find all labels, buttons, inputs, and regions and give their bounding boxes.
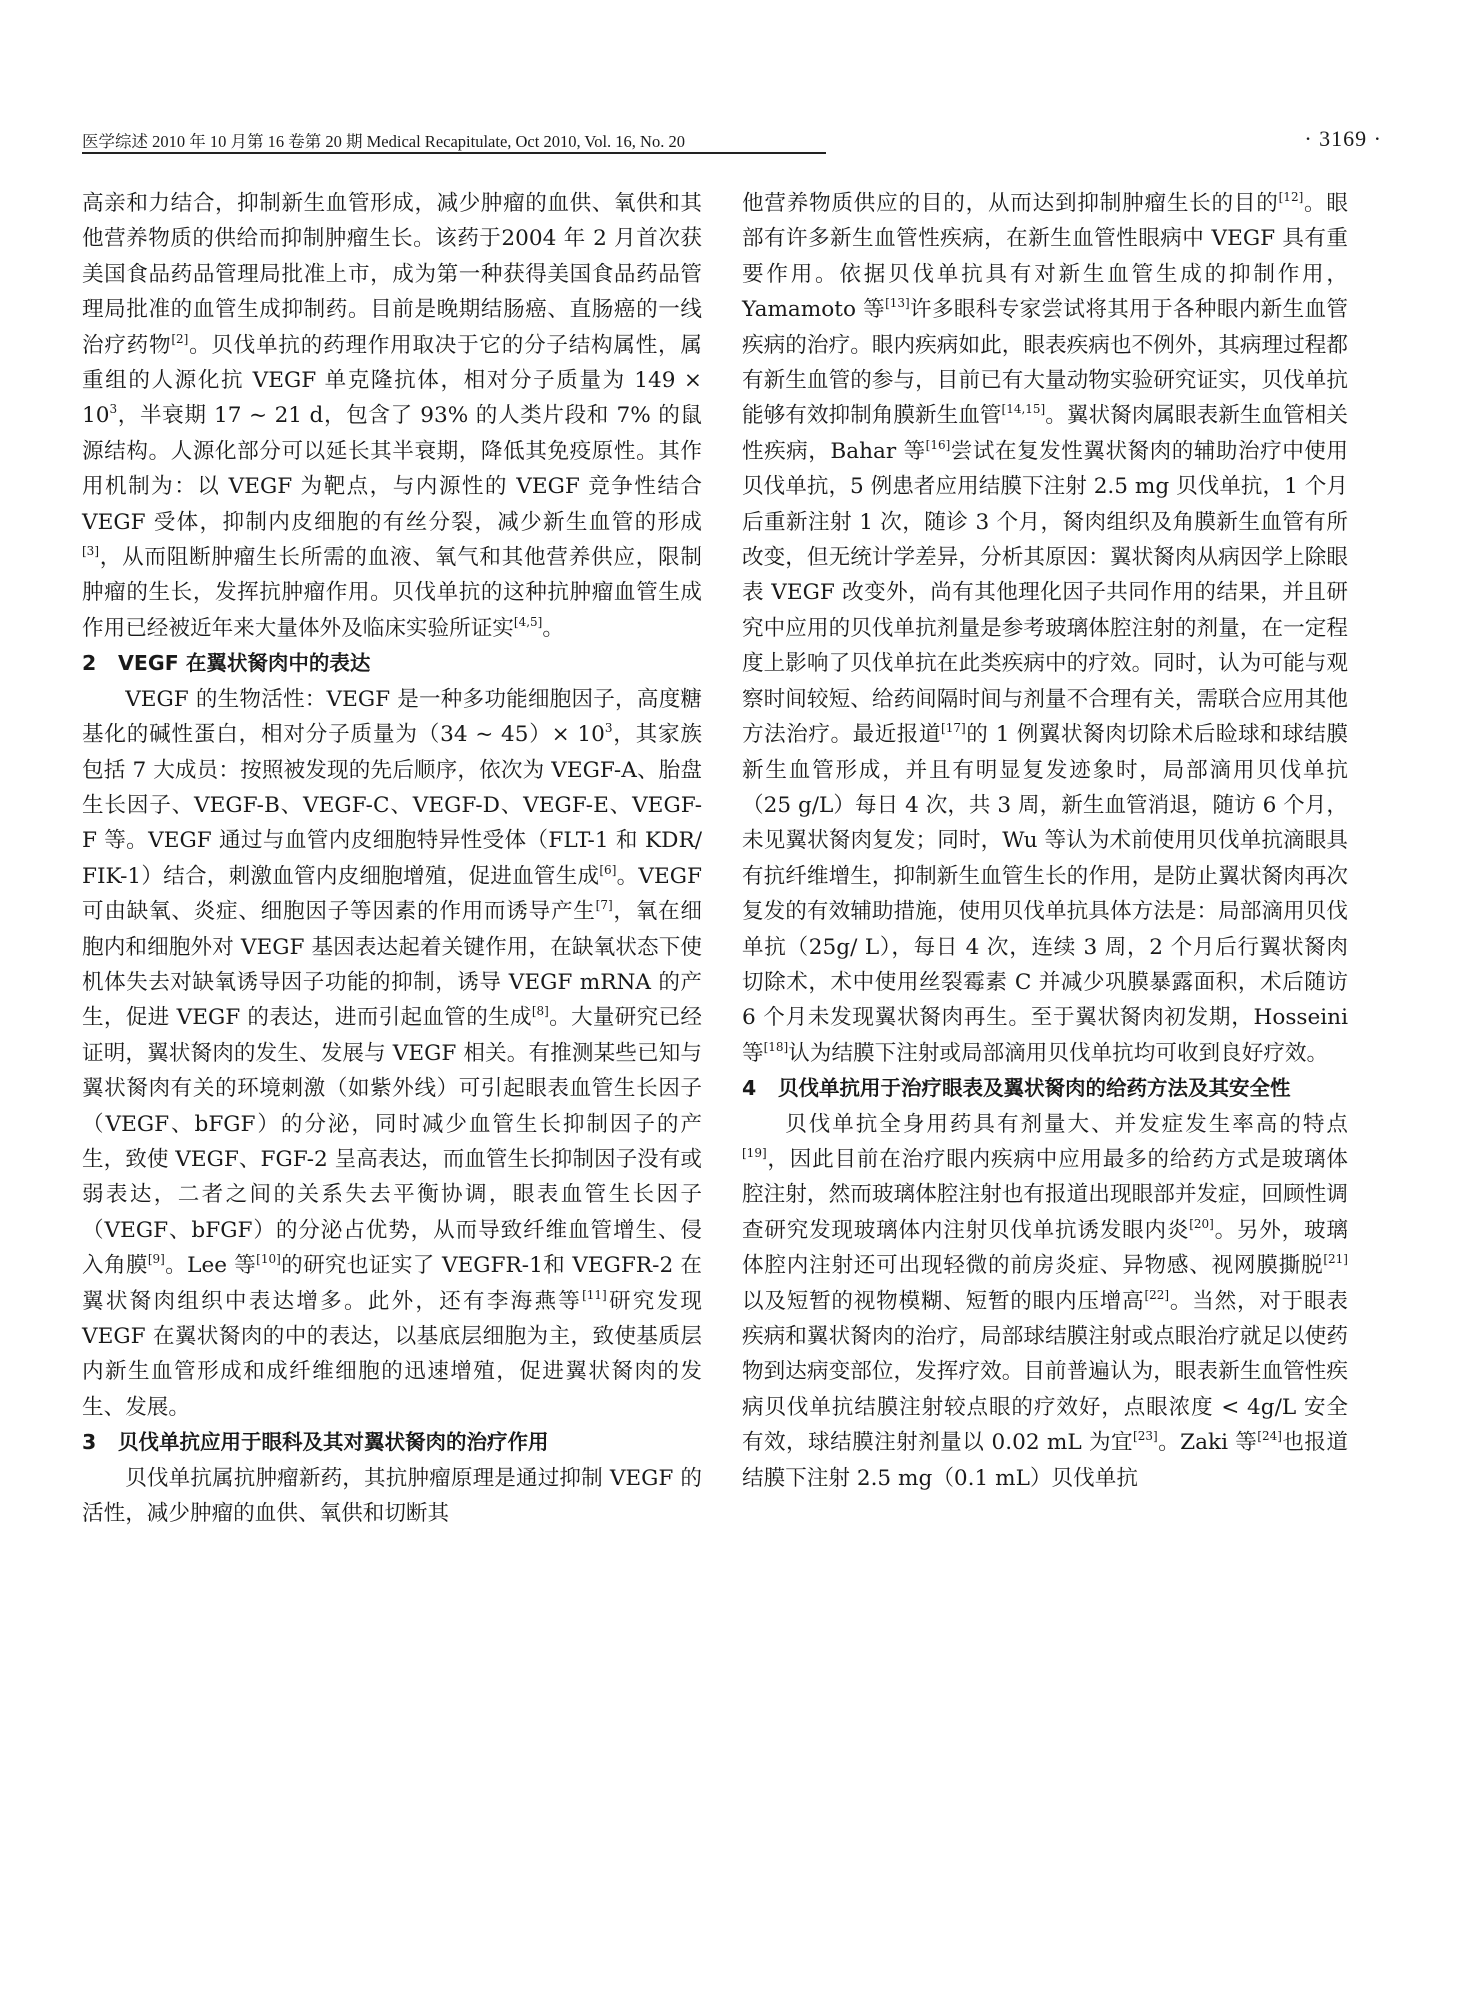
citation-superscript: [12] xyxy=(1278,190,1304,204)
text-run: 的研究也证实了 VEGFR-1和 VEGFR-2 在翼状胬肉组织中表达增多。此外，还有李海燕等 xyxy=(82,1253,703,1314)
citation-superscript: [2] xyxy=(171,331,189,346)
text-run: 尝试在复发性翼状胬肉的辅助治疗中使用贝伐单抗，5 例患者应用结膜下注射 2.5 mg 贝伐单抗，1 个月后重新注射 1 次，随诊 3 个月，胬肉组织及角膜新生血管有所改变，但无统计学差异，分析其原因：翼状胬肉从病因学上除眼表 VEGF 改变外，尚有其他理化因子共同作用的结果，并且研究中应用的贝伐单抗剂量是参考玻璃体腔注射的剂量，在一定程度上影响了贝伐单抗在此类疾病中的疗效。同时，认为可能与观察时间较短、给药间隔时间与剂量不合理有关，需联合应用其他方法治疗。最近报道 xyxy=(742,438,1348,748)
citation-superscript: [13] xyxy=(885,296,910,311)
text-run: 贝伐单抗全身用药具有剂量大、并发症发生率高的特点 xyxy=(785,1111,1348,1137)
left-column xyxy=(82,186,702,1531)
citation-superscript: [16] xyxy=(925,437,951,452)
text-run: ，因此目前在治疗眼内疾病中应用最多的给药方式是玻璃体腔注射，然而玻璃体腔注射也有报道出现眼部并发症，回顾性调查研究发现玻璃体内注射贝伐单抗诱发眼内炎 xyxy=(742,1146,1348,1243)
text-run: 。当然，对于眼表疾病和翼状胬肉的治疗，局部球结膜注射或点眼治疗就足以使药物到达病变部位，发挥疗效。目前普遍认为，眼表新生血管性疾病贝伐单抗结膜注射较点眼的疗效好，点眼浓度 < 4g/L 安全有效，球结膜注射剂量以 0.02 mL 为宜 xyxy=(742,1288,1348,1456)
citation-superscript: [4,5] xyxy=(513,614,543,629)
citation-superscript: [21] xyxy=(1323,1252,1348,1267)
text-run: 。大量研究已经证明，翼状胬肉的发生、发展与 VEGF 相关。有推测某些已知与翼状胬肉有关的环境刺激（如紫外线）可引起眼表血管生长因子（VEGF、bFGF）的分泌，同时减少血管生长抑制因子的产生，致使 VEGF、FGF-2 呈高表达，而血管生长抑制因子没有或弱表达，二者之间的关系失去平衡协调，眼表血管生长因子（VEGF、bFGF）的分泌占优势，从而导致纤维血管增生、侵入角膜 xyxy=(82,1005,702,1279)
text-run: 。贝伐单抗的药理作用取决于它的分子结构属性，属重组的人源化抗 VEGF 单克隆抗体，相对分子质量为 149 × 10 xyxy=(82,332,702,429)
right-paragraph-2 xyxy=(742,1107,1348,1496)
text-run: ，从而阻断肿瘤生长所需的血液、氧气和其他营养供应，限制肿瘤的生长，发挥抗肿瘤作用。贝伐单抗的这种抗肿瘤血管生成作用已经被近年来大量体外及临床实验所证实 xyxy=(82,545,702,641)
journal-citation-line: 医学综述 2010 年 10 月第 16 卷第 20 期 Medical Recapitulate, Oct 2010, Vol. 16, No. 20 xyxy=(82,132,685,151)
text-run: 认为结膜下注射或局部滴用贝伐单抗均可收到良好疗效。 xyxy=(788,1040,1329,1066)
text-run: 。眼部有许多新生血管性疾病，在新生血管性眼病中 VEGF 具有重要作用。依据贝伐单抗具有对新生血管生成的抑制作用，Yamamoto 等 xyxy=(742,191,1348,323)
section-number: 2 xyxy=(82,651,97,676)
text-run: 。Lee 等 xyxy=(164,1253,257,1279)
citation-superscript: [18] xyxy=(763,1039,789,1054)
citation-superscript: [6] xyxy=(599,862,617,877)
text-run: 他营养物质供应的目的，从而达到抑制肿瘤生长的目的 xyxy=(742,191,1279,216)
page-number: · 3169 · xyxy=(1304,126,1382,151)
text-run: 。Zaki 等 xyxy=(1157,1430,1258,1456)
left-paragraph-1 xyxy=(82,186,702,646)
text-run: ，半衰期 17 ~ 21 d，包含了 93% 的人类片段和 7% 的鼠源结构。人源化部分可以延长其半衰期，降低其免疫原性。其作用机制为：以 VEGF 为靶点，与内源性的 VEGF 竞争性结合 VEGF 受体，抑制内皮细胞的有丝分裂，减少新生血管的形成 xyxy=(82,403,702,535)
citation-superscript: [24] xyxy=(1257,1429,1282,1444)
text-run: 的 1 例翼状胬肉切除术后睑球和球结膜新生血管形成，并且有明显复发迹象时，局部滴用贝伐单抗（25 g/L）每日 4 次，共 3 周，新生血管消退，随访 6 个月，未见翼状胬肉复发；同时，Wu 等认为术前使用贝伐单抗滴眼具有抗纤维增生，抑制新生血管生长的作用，是防止翼状胬肉再次复发的有效辅助措施，使用贝伐单抗具体方法是：局部滴用贝伐单抗（25g/ L），每日 4 次，连续 3 周，2 个月后行翼状胬肉切除术，术中使用丝裂霉素 C 并减少巩膜暴露面积，术后随访 6 个月未发现翼状胬肉再生。至于翼状胬肉初发期，Hosseini 等 xyxy=(742,722,1348,1066)
section-number: 3 xyxy=(82,1430,97,1455)
running-header xyxy=(82,126,1382,152)
section-title: VEGF 在翼状胬肉中的表达 xyxy=(118,651,371,676)
right-column xyxy=(742,186,1348,1496)
header-rule xyxy=(82,152,826,154)
text-run: ，氧在细胞内和细胞外对 VEGF 基因表达起着关键作用，在缺氧状态下使机体失去对缺氧诱导因子功能的抑制，诱导 VEGF mRNA 的产生，促进 VEGF 的表达，进而引起血管的生成 xyxy=(82,899,702,1031)
section-number: 4 xyxy=(742,1076,757,1101)
citation-superscript: [3] xyxy=(82,544,99,559)
citation-superscript: [23] xyxy=(1133,1429,1158,1444)
citation-superscript: [20] xyxy=(1189,1216,1214,1231)
citation-superscript: [11] xyxy=(582,1287,607,1302)
section-title: 贝伐单抗用于治疗眼表及翼状胬肉的给药方法及其安全性 xyxy=(778,1076,1291,1101)
text-run: 贝伐单抗属抗肿瘤新药，其抗肿瘤原理是通过抑制 VEGF 的活性，减少肿瘤的血供、氧供和切断其 xyxy=(82,1465,702,1527)
citation-superscript: [8] xyxy=(531,1004,549,1019)
citation-superscript: [17] xyxy=(941,721,966,736)
citation-superscript: [10] xyxy=(256,1252,281,1267)
exponent: 3 xyxy=(604,721,613,736)
text-run: 也报道结膜下注射 2.5 mg（0.1 mL）贝伐单抗 xyxy=(742,1430,1348,1491)
citation-superscript: [22] xyxy=(1144,1287,1170,1302)
section-2-heading xyxy=(82,646,702,681)
citation-superscript: [19] xyxy=(742,1145,767,1160)
citation-superscript: [14,15] xyxy=(1001,402,1046,417)
text-run: ，其家族包括 7 大成员：按照被发现的先后顺序，依次为 VEGF-A、胎盘生长因子、VEGF-B、VEGF-C、VEGF-D、VEGF-E、VEGF-F 等。VEGF 通过与血管内皮细胞特异性受体（FLT-1 和 KDR/ FIK-1）结合，刺激血管内皮细胞增殖，促进血管生成 xyxy=(82,722,702,889)
text-run: 高亲和力结合，抑制新生血管形成，减少肿瘤的血供、氧供和其他营养物质的供给而抑制肿瘤生长。该药于2004 年 2 月首次获美国食品药品管理局批准上市，成为第一种获得美国食品药品管理局批准的血管生成抑制药。目前是晚期结肠癌、直肠癌的一线治疗药物 xyxy=(82,191,702,358)
left-paragraph-2 xyxy=(82,682,702,1426)
text-run: 以及短暂的视物模糊、短暂的眼内压增高 xyxy=(742,1288,1145,1314)
text-run: 。另外，玻璃体腔内注射还可出现轻微的前房炎症、异物感、视网膜撕脱 xyxy=(742,1217,1348,1279)
exponent: 3 xyxy=(109,402,118,417)
text-run: 。VEGF 可由缺氧、炎症、细胞因子等因素的作用而诱导产生 xyxy=(82,863,702,925)
right-paragraph-1 xyxy=(742,186,1348,1071)
section-4-heading xyxy=(742,1071,1348,1106)
citation-superscript: [7] xyxy=(595,898,613,913)
left-paragraph-3 xyxy=(82,1461,702,1532)
text-run: 。翼状胬肉属眼表新生血管相关性疾病，Bahar 等 xyxy=(742,403,1348,464)
text-run: 研究发现 VEGF 在翼状胬肉的中的表达，以基底层细胞为主，致使基质层内新生血管形成和成纤维细胞的迅速增殖，促进翼状胬肉的发生、发展。 xyxy=(82,1288,702,1420)
text-run: 许多眼科专家尝试将其用于各种眼内新生血管疾病的治疗。眼内疾病如此，眼表疾病也不例外，其病理过程都有新生血管的参与，目前已有大量动物实验研究证实，贝伐单抗能够有效抑制角膜新生血管 xyxy=(742,297,1348,429)
citation-superscript: [9] xyxy=(147,1252,165,1267)
section-3-heading xyxy=(82,1425,702,1460)
text-run: VEGF 的生物活性：VEGF 是一种多功能细胞因子，高度糖基化的碱性蛋白，相对分子质量为（34 ~ 45）× 10 xyxy=(82,686,702,748)
text-run: 。 xyxy=(542,615,564,641)
section-title: 贝伐单抗应用于眼科及其对翼状胬肉的治疗作用 xyxy=(118,1430,549,1455)
